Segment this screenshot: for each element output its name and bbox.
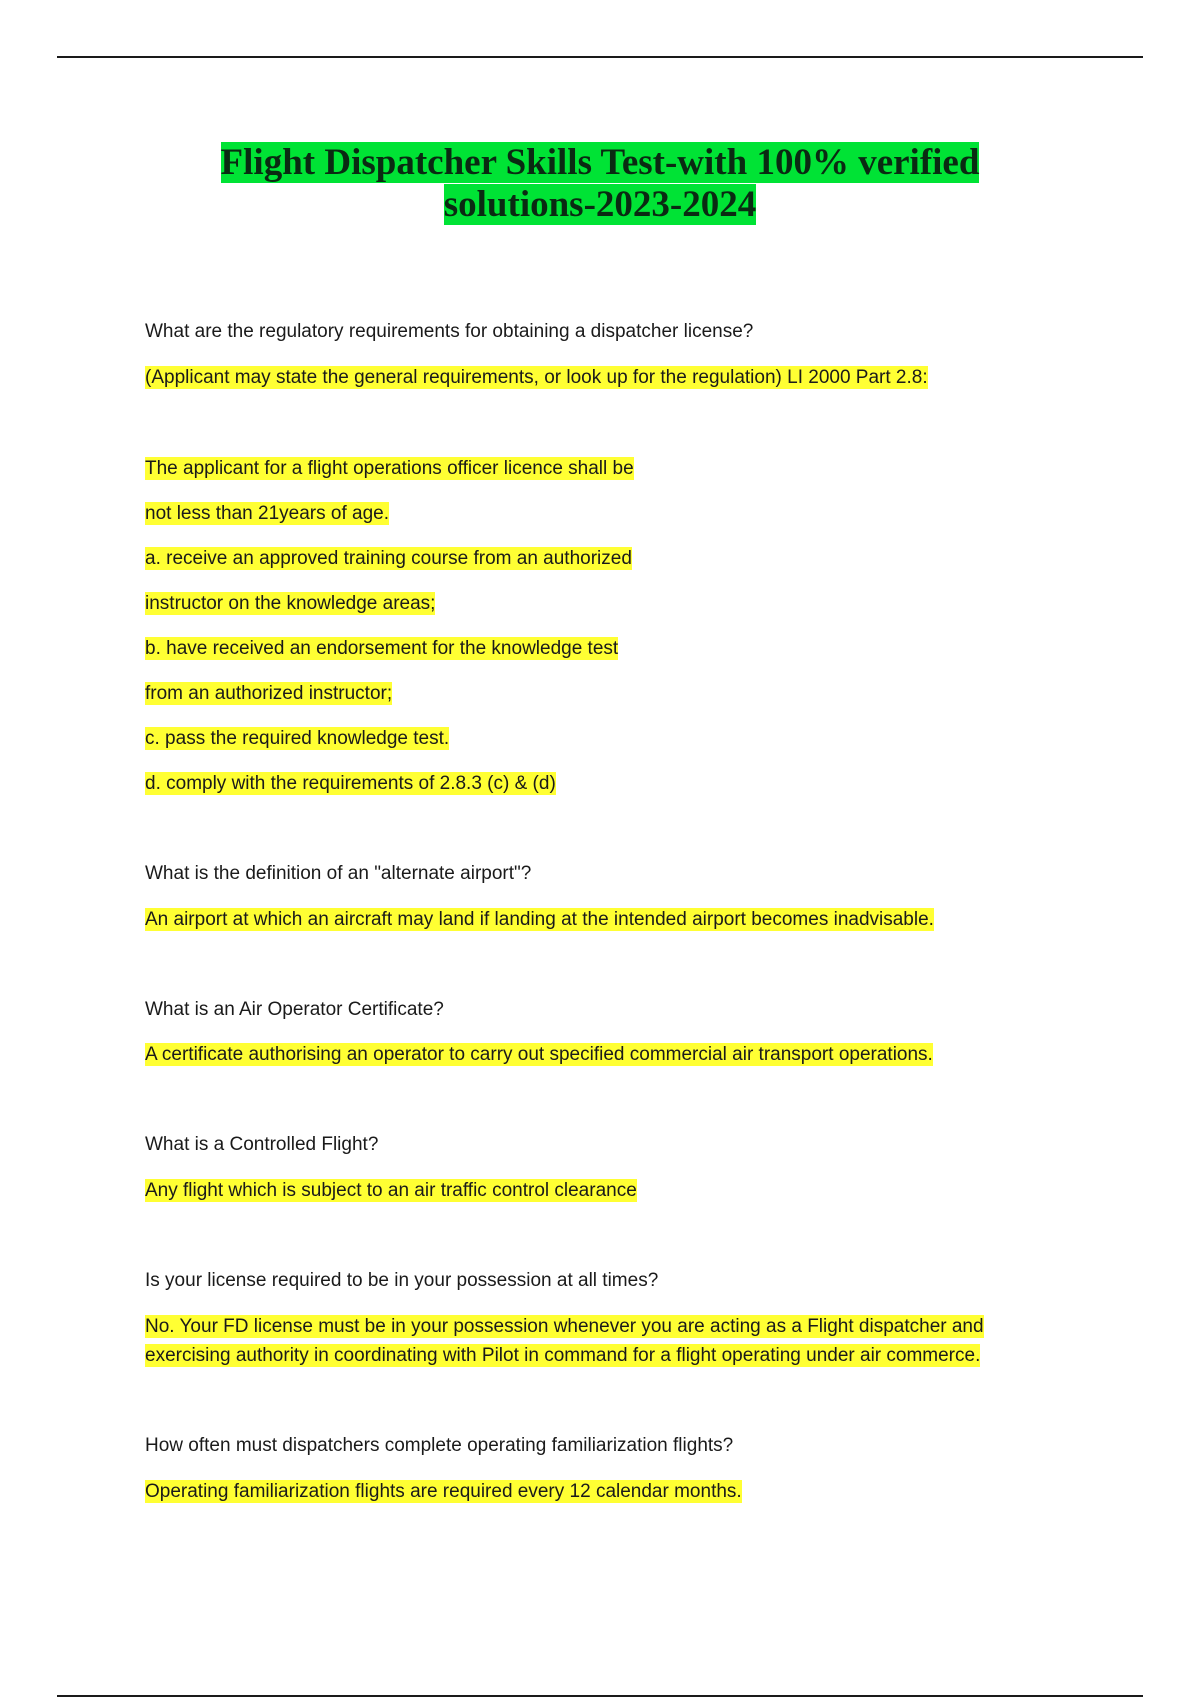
question-6: How often must dispatchers complete operating familiarization flights? [145,1435,734,1456]
answer-5: No. Your FD license must be in your possession whenever you are acting as a Flight dispatcher and exercising authority in coordinating with Pilot in command for a flight operating under air commerce. [145,1316,984,1366]
answer-1-line: from an authorized instructor; [145,683,393,704]
question-1: What are the regulatory requirements for obtaining a dispatcher license? [145,321,754,342]
answer-4: Any flight which is subject to an air traffic control clearance [145,1180,637,1201]
top-rule [57,56,1143,58]
qa-block-5 [145,1267,1045,1370]
qa-block-2 [145,860,1045,934]
answer-1-line: c. pass the required knowledge test. [145,728,450,749]
answer-1-line: b. have received an endorsement for the knowledge test [145,638,619,659]
answer-3: A certificate authorising an operator to carry out specified commercial air transport operations. [145,1044,933,1065]
question-5: Is your license required to be in your possession at all times? [145,1270,659,1291]
qa-block-3 [145,996,1045,1069]
title-line-1: Flight Dispatcher Skills Test-with 100% verified [220,142,980,183]
answer-1-list [145,455,1045,798]
answer-1-line: d. comply with the requirements of 2.8.3 (c) & (d) [145,773,556,794]
answer-6: Operating familiarization flights are required every 12 calendar months. [145,1481,742,1502]
qa-block-1 [145,318,1045,798]
document-body [145,318,1045,1506]
qa-block-6 [145,1432,1045,1506]
answer-1-line: instructor on the knowledge areas; [145,593,436,614]
answer-1-lead: (Applicant may state the general requirements, or look up for the regulation) LI 2000 Part 2.8: [145,367,928,388]
page-title [150,142,1050,226]
answer-2: An airport at which an aircraft may land if landing at the intended airport becomes inadvisable. [145,909,934,930]
answer-1-line: not less than 21years of age. [145,503,389,524]
title-line-2: solutions-2023-2024 [443,184,757,225]
qa-block-4 [145,1131,1045,1205]
question-4: What is a Controlled Flight? [145,1134,379,1155]
question-3: What is an Air Operator Certificate? [145,999,444,1020]
answer-1-line: a. receive an approved training course from an authorized [145,548,632,569]
question-2: What is the definition of an "alternate airport"? [145,863,532,884]
answer-1-line: The applicant for a flight operations officer licence shall be [145,458,634,479]
bottom-rule [57,1695,1143,1697]
